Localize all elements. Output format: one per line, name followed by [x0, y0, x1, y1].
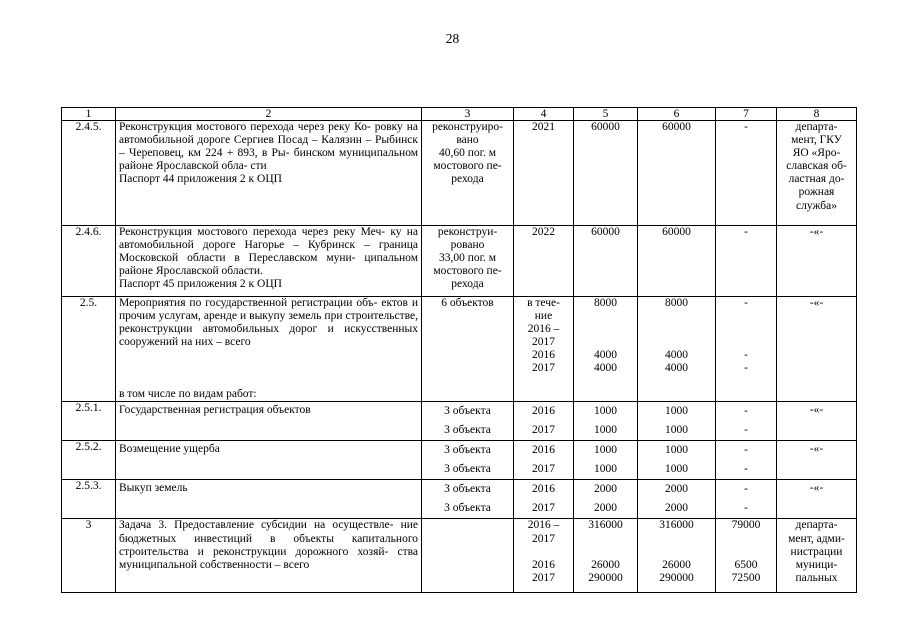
- executor-cell: департа- мент, ГКУ ЯО «Яро- славская об- ластная до- рожная служба»: [777, 121, 857, 226]
- row-number: 2.4.6.: [62, 226, 116, 297]
- work-volume: реконструи- ровано 33,00 пог. м мостового пе- рехода: [422, 226, 514, 297]
- column-header: 8: [777, 108, 857, 121]
- value-cell: 60000: [574, 121, 638, 226]
- column-header: 1: [62, 108, 116, 121]
- row-description: Возмещение ущерба: [116, 441, 422, 480]
- work-volume: 3 объекта 3 объекта: [422, 441, 514, 480]
- row-description: Государственная регистрация объектов: [116, 402, 422, 441]
- table-row: [62, 226, 857, 297]
- column-header: 3: [422, 108, 514, 121]
- executor-cell: департа- мент, адми- нистрации муници- пальных: [777, 519, 857, 593]
- value-cell: 316000 26000 290000: [574, 519, 638, 593]
- table-row: [62, 480, 857, 519]
- row-description: Задача 3. Предоставление субсидии на осуществле- ние бюджетных инвестиций в объекты капитального строительства и реконструкции дорожного хозяй- ства муниципальной собственности – всего: [116, 519, 422, 593]
- row-number: 2.5.3.: [62, 480, 116, 519]
- row-description: Мероприятия по государственной регистрации объ- ектов и прочим услугам, аренде и выкупу земель при строительстве, реконструкции автомобильных дорог и искусственных сооружений на них – всего в том числе по видам работ:: [116, 297, 422, 402]
- table-row: [62, 519, 857, 593]
- year-cell: 2016 2017: [514, 480, 574, 519]
- table-row: [62, 297, 857, 402]
- value-cell: 316000 26000 290000: [638, 519, 716, 593]
- row-description: Реконструкция мостового перехода через реку Ко- ровку на автомобильной дороге Сергиев Посад – Калязин – Рыбинск – Череповец, км 224 + 893, в Ры- бинском муниципальном районе Ярославской обла- сти Паспорт 44 приложения 2 к ОЦП: [116, 121, 422, 226]
- row-description: Выкуп земель: [116, 480, 422, 519]
- row-number: 2.5.1.: [62, 402, 116, 441]
- row-number: 2.4.5.: [62, 121, 116, 226]
- executor-cell: -«-: [777, 402, 857, 441]
- value-cell: 79000 6500 72500: [716, 519, 777, 593]
- executor-cell: -«-: [777, 441, 857, 480]
- work-volume: [422, 519, 514, 593]
- value-cell: 8000 4000 4000: [574, 297, 638, 402]
- work-volume: реконструиро- вано 40,60 пог. м мостового пе- рехода: [422, 121, 514, 226]
- value-cell: 60000: [574, 226, 638, 297]
- column-header: 2: [116, 108, 422, 121]
- value-cell: - -: [716, 441, 777, 480]
- row-description: Реконструкция мостового перехода через реку Меч- ку на автомобильной дороге Нагорье – Кубринск – граница Московской области в Переславском муни- ципальном районе Ярославской области. Паспорт 45 приложения 2 к ОЦП: [116, 226, 422, 297]
- year-cell: 2022: [514, 226, 574, 297]
- value-cell: 2000 2000: [574, 480, 638, 519]
- column-header: 6: [638, 108, 716, 121]
- table-row: [62, 402, 857, 441]
- column-header: 7: [716, 108, 777, 121]
- value-cell: - - -: [716, 297, 777, 402]
- year-cell: 2016 – 2017 2016 2017: [514, 519, 574, 593]
- value-cell: 1000 1000: [638, 402, 716, 441]
- column-header: 4: [514, 108, 574, 121]
- measures-table: [61, 107, 857, 593]
- table-row: [62, 121, 857, 226]
- executor-cell: -«-: [777, 226, 857, 297]
- row-number: 2.5.: [62, 297, 116, 402]
- executor-cell: -«-: [777, 480, 857, 519]
- work-volume: 3 объекта 3 объекта: [422, 480, 514, 519]
- value-cell: 1000 1000: [574, 402, 638, 441]
- column-header: 5: [574, 108, 638, 121]
- page-number: 28: [445, 31, 460, 46]
- value-cell: 8000 4000 4000: [638, 297, 716, 402]
- year-cell: в тече- ние 2016 – 2017 2016 2017: [514, 297, 574, 402]
- table-row: [62, 441, 857, 480]
- value-cell: 60000: [638, 226, 716, 297]
- value-cell: 1000 1000: [574, 441, 638, 480]
- value-cell: 1000 1000: [638, 441, 716, 480]
- value-cell: 60000: [638, 121, 716, 226]
- passport-reference: Паспорт 44 приложения 2 к ОЦП: [119, 173, 282, 186]
- value-cell: - -: [716, 402, 777, 441]
- year-cell: 2016 2017: [514, 441, 574, 480]
- work-volume: 3 объекта 3 объекта: [422, 402, 514, 441]
- value-cell: -: [716, 121, 777, 226]
- passport-reference: Паспорт 45 приложения 2 к ОЦП: [119, 278, 282, 291]
- table-header-row: [62, 108, 857, 121]
- executor-cell: -«-: [777, 297, 857, 402]
- year-cell: 2021: [514, 121, 574, 226]
- row-number: 3: [62, 519, 116, 593]
- work-volume: 6 объектов: [422, 297, 514, 402]
- year-cell: 2016 2017: [514, 402, 574, 441]
- value-cell: -: [716, 226, 777, 297]
- subtotal-label: в том числе по видам работ:: [119, 388, 257, 401]
- value-cell: 2000 2000: [638, 480, 716, 519]
- row-number: 2.5.2.: [62, 441, 116, 480]
- value-cell: - -: [716, 480, 777, 519]
